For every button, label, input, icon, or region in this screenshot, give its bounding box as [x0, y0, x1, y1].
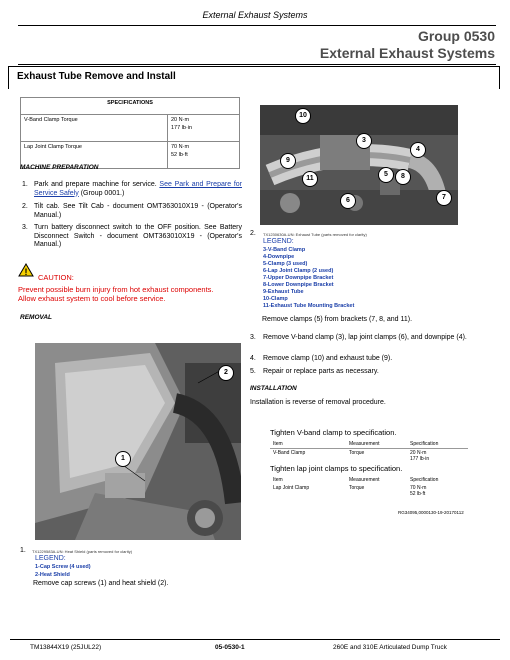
- caution-label: CAUTION:: [38, 273, 74, 282]
- prep-step-2: 2. Tilt cab. See Tilt Cab - document OMT363010X19 - (Operator's Manual.): [22, 203, 242, 219]
- legend-item: 8-Lower Downpipe Bracket: [263, 282, 334, 288]
- heat-shield-illustration: [35, 343, 241, 540]
- section-title: Exhaust Tube Remove and Install: [17, 71, 176, 82]
- table-row: [21, 115, 240, 142]
- lap-tighten-title: Tighten lap joint clamps to specification.: [270, 464, 403, 473]
- spec-name: V-Band Clamp Torque: [21, 115, 168, 142]
- legend-item: 10-Clamp: [263, 296, 288, 302]
- park-prepare-link[interactable]: See Park and Prepare for Service Safely: [34, 181, 242, 197]
- fig2-number: 2.: [250, 230, 256, 237]
- callout-10: 10: [295, 108, 311, 124]
- legend-item: 5-Clamp (3 used): [263, 261, 308, 267]
- installation-heading: INSTALLATION: [250, 385, 297, 392]
- prep-step-1-text: Park and prepare machine for service.: [34, 181, 157, 188]
- callout-9: 9: [280, 153, 296, 169]
- lap-spec-table: [270, 476, 468, 498]
- legend-item: 6-Lap Joint Clamp (2 used): [263, 268, 334, 274]
- removal-heading: REMOVAL: [20, 314, 53, 321]
- header-rule: [18, 25, 496, 26]
- legend-item: 4-Downpipe: [263, 254, 295, 260]
- warning-triangle-icon: [18, 263, 34, 277]
- table-header-row: Item Measurement Specification: [270, 440, 468, 449]
- prep-step-3: 3. Turn battery disconnect switch to the OFF position. See Battery Disconnect Switch - document OMT363010X19 - (Operator's Manual.): [22, 224, 242, 248]
- fig2-step: Remove clamps (5) from brackets (7, 8, and 11).: [262, 316, 413, 323]
- fig1-caption: TX1229583A-UN: Heat Shield (parts removed for clarity): [32, 549, 133, 554]
- caution-line-1: Prevent possible burn injury from hot exhaust components.: [18, 285, 214, 294]
- group-number: Group 0530: [417, 28, 495, 44]
- legend-item: 9-Exhaust Tube: [263, 289, 304, 295]
- step-5: 5. Repair or replace parts as necessary.: [250, 368, 379, 375]
- exhaust-tube-photo: [260, 105, 458, 225]
- legend-item: 7-Upper Downpipe Bracket: [263, 275, 334, 281]
- legend-item: 3-V-Band Clamp: [263, 247, 306, 253]
- table-header-row: Item Measurement Specification: [273, 477, 439, 483]
- spec-value: 70 N·m 52 lb·ft: [168, 142, 240, 169]
- legend-item: 2-Heat Shield: [35, 572, 70, 578]
- footer-rule: [10, 639, 500, 640]
- callout-4: 4: [410, 142, 426, 158]
- fig1-number: 1.: [20, 547, 26, 554]
- vband-spec-table: [270, 440, 468, 463]
- vband-tighten-title: Tighten V-band clamp to specification.: [270, 428, 397, 437]
- spec-value: 20 N·m 177 lb·in: [168, 115, 240, 142]
- fig1-step: Remove cap screws (1) and heat shield (2).: [33, 580, 169, 587]
- table-row: Lap Joint Clamp Torque 70 N·m 52 lb·ft: [273, 485, 427, 497]
- step-4: 4. Remove clamp (10) and exhaust tube (9).: [250, 355, 393, 362]
- fig2-legend: [263, 247, 354, 310]
- fig2-caption: TX1230630A-UN: Exhaust Tube (parts removed for clarity): [263, 232, 367, 237]
- installation-text: Installation is reverse of removal procedure.: [250, 399, 386, 406]
- legend-item: 1-Cap Screw (4 used): [35, 564, 91, 570]
- callout-7: 7: [436, 190, 452, 206]
- svg-text:!: !: [24, 267, 28, 277]
- callout-2: 2: [218, 365, 234, 381]
- reference-code: RG34095,0000130-19-20170112: [398, 510, 464, 515]
- footer-product: 260E and 310E Articulated Dump Truck: [333, 644, 447, 651]
- group-title: External Exhaust Systems: [319, 45, 495, 61]
- fig2-legend-label: LEGEND:: [263, 238, 294, 245]
- footer-doc-id: TM13844X19 (25JUL22): [30, 644, 102, 651]
- callout-8: 8: [395, 169, 411, 185]
- specifications-table: [20, 97, 240, 169]
- callout-1: 1: [115, 451, 131, 467]
- machine-prep-heading: MACHINE PREPARATION: [20, 164, 99, 171]
- step-3: 3. Remove V-band clamp (3), lap joint clamps (6), and downpipe (4).: [250, 334, 467, 341]
- callout-6: 6: [340, 193, 356, 209]
- specifications-title: SPECIFICATIONS: [21, 98, 240, 115]
- callout-3: 3: [356, 133, 372, 149]
- prep-step-1-ref: (Group 0001.): [80, 189, 125, 197]
- heat-shield-photo: [35, 343, 241, 540]
- callout-5: 5: [378, 167, 394, 183]
- caution-line-2: Allow exhaust system to cool before service.: [18, 294, 166, 303]
- fig1-legend-label: LEGEND:: [35, 555, 66, 562]
- legend-item: 11-Exhaust Tube Mounting Bracket: [263, 303, 355, 309]
- running-title: External Exhaust Systems: [202, 10, 308, 20]
- callout-11: 11: [302, 171, 318, 187]
- header-rule-2: [18, 64, 496, 65]
- footer-page-number: 05-0530-1: [215, 644, 245, 651]
- table-row: V-Band Clamp Torque 20 N·m 177 lb·in: [273, 450, 430, 462]
- prep-step-1: 1. Park and prepare machine for service. See Park and Prepare for Service Safely (Group 0001.): [22, 181, 242, 197]
- spec-name: Lap Joint Clamp Torque: [21, 142, 168, 169]
